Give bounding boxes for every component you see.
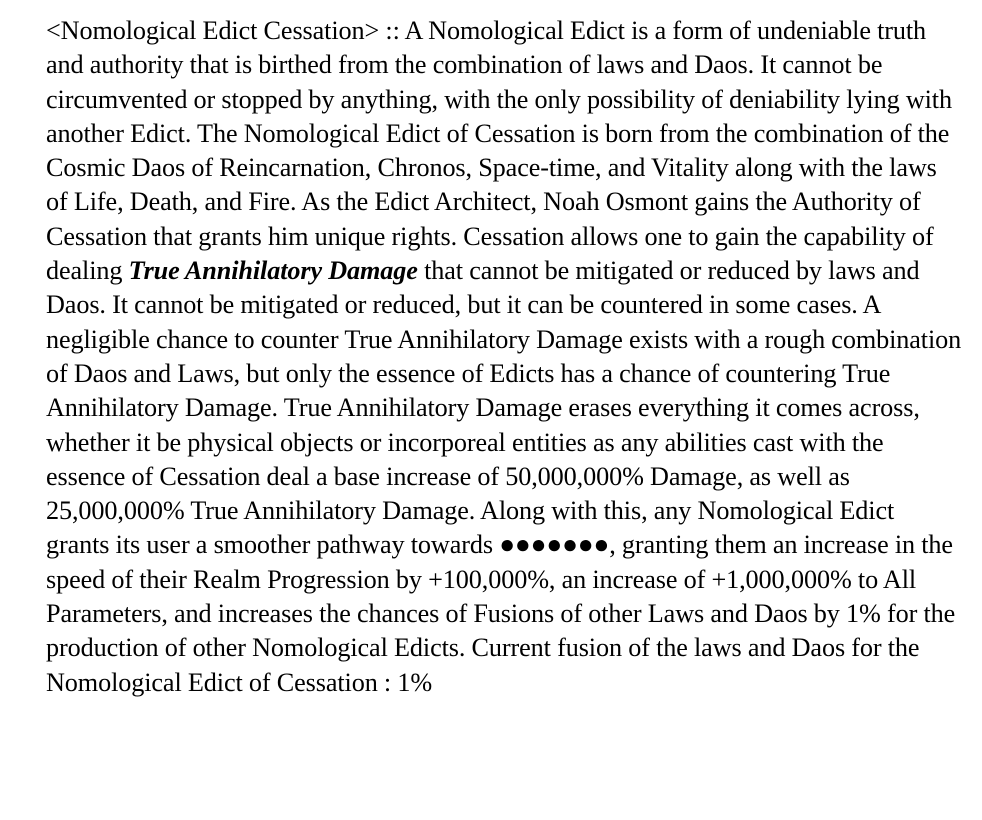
- true-annihilatory-damage-emphasis: True Annihilatory Damage: [128, 256, 418, 286]
- edict-description-paragraph: [46, 14, 962, 700]
- paragraph-text-start: <Nomological Edict Cessation> :: A Nomological Edict is a form of undeniable truth and authority that is birthed from the combination of laws and Daos. It cannot be circumvented or stopped by anything, with the only possibility of deniability lying with another Edict. The Nomological Edict of Cessation is born from the combination of the Cosmic Daos of Reincarnation, Chronos, Space-time, and Vitality along with the laws of Life, Death, and Fire. As the Edict Architect, Noah Osmont gains the Authority of Cessation that grants him unique rights. Cessation allows one to gain the capability of dealing: [46, 16, 952, 286]
- paragraph-text-end: that cannot be mitigated or reduced by laws and Daos. It cannot be mitigated or reduced, but it can be countered in some cases. A negligible chance to counter True Annihilatory Damage exists with a rough combination of Daos and Laws, but only the essence of Edicts has a chance of countering True Annihilatory Damage. True Annihilatory Damage erases everything it comes across, whether it be physical objects or incorporeal entities as any abilities cast with the essence of Cessation deal a base increase of 50,000,000% Damage, as well as 25,000,000% True Annihilatory Damage. Along with this, any Nomological Edict grants its user a smoother pathway towards ●●●●●●●, granting them an increase in the speed of their Realm Progression by +100,000%, an increase of +1,000,000% to All Parameters, and increases the chances of Fusions of other Laws and Daos by 1% for the production of other Nomological Edicts. Current fusion of the laws and Daos for the Nomological Edict of Cessation : 1%: [46, 256, 962, 697]
